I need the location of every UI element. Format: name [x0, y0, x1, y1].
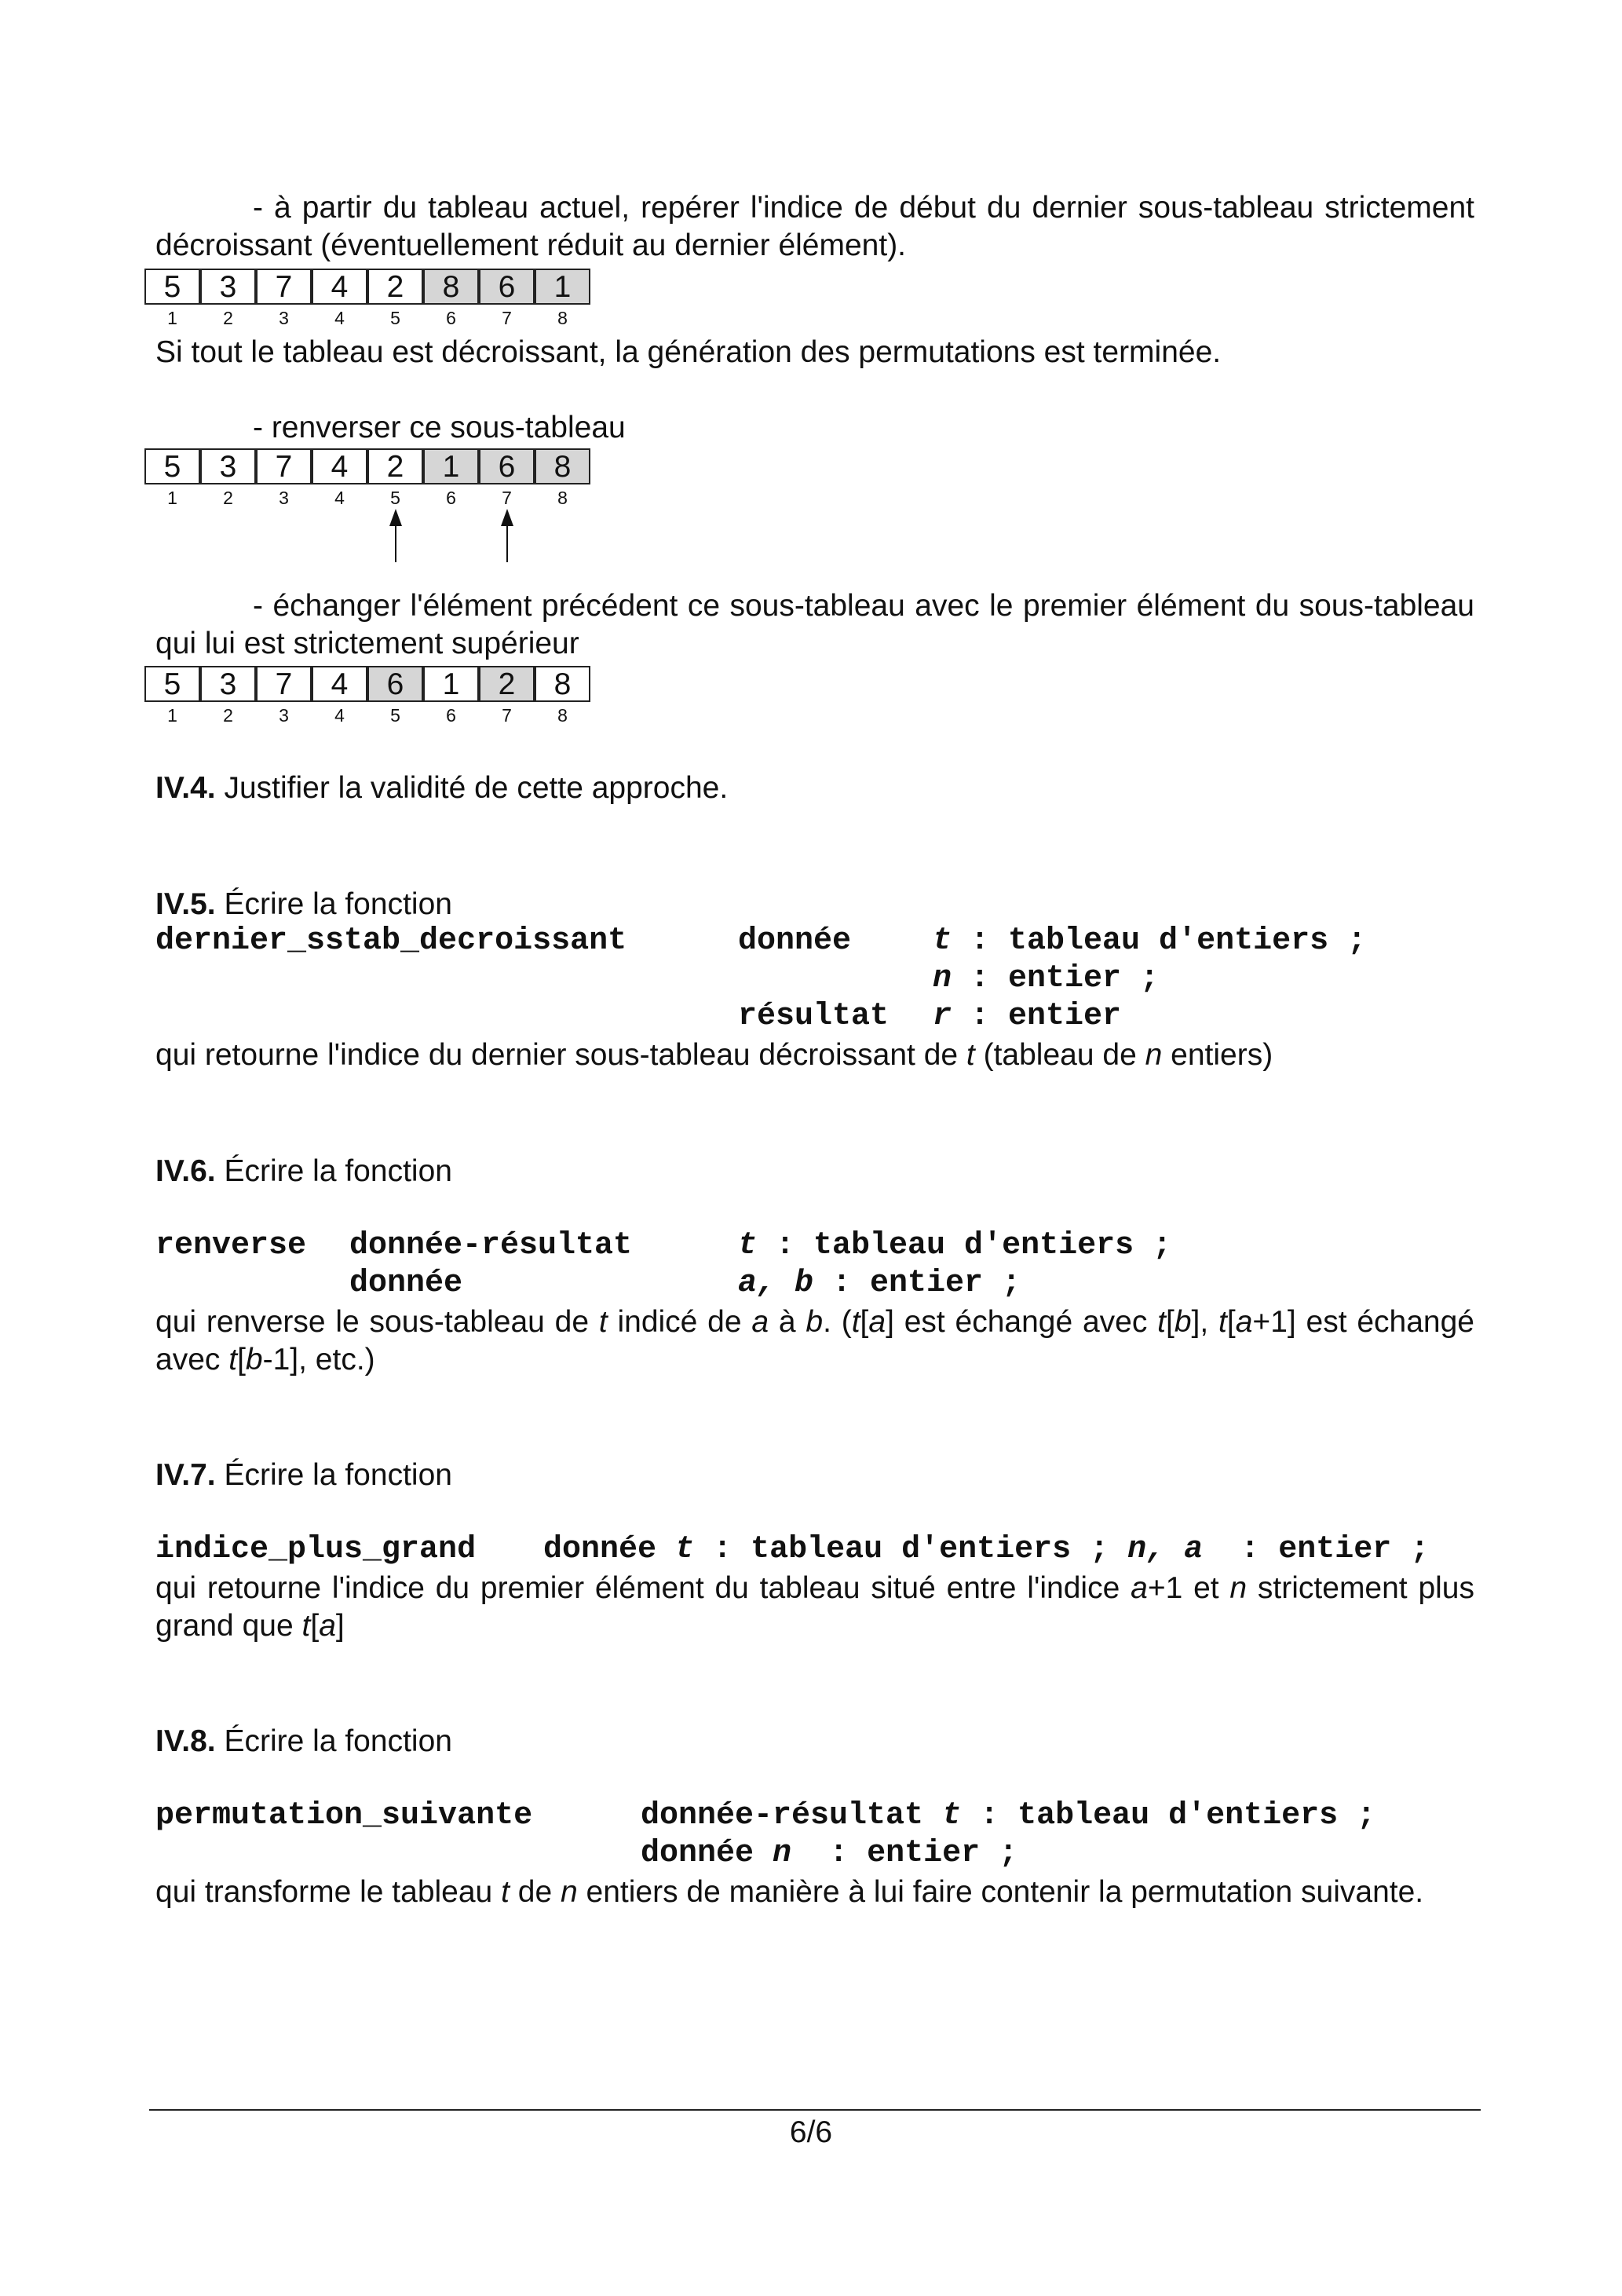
array-index: 7 — [502, 308, 512, 328]
array-cell: 5 — [144, 666, 200, 702]
q5-param-n: n : entier ; — [933, 961, 1160, 996]
step1-text: - à partir du tableau actuel, repérer l'indice de début du dernier sous-tableau strictement décroissant (éventuellement réduit au dernier élément). — [155, 191, 1474, 262]
array-cell: 6 — [479, 448, 535, 484]
array-cell: 6 — [479, 269, 535, 305]
array-index: 5 — [390, 705, 400, 726]
array-index: 7 — [502, 488, 512, 508]
array-cell: 7 — [256, 666, 312, 702]
q5-kw-donnee: donnée — [738, 923, 852, 959]
array-index: 2 — [223, 705, 233, 726]
array-cell: 5 — [144, 448, 200, 484]
up-arrow-icon — [491, 509, 523, 564]
q4-text: Justifier la validité de cette approche. — [224, 771, 729, 805]
array-index: 3 — [279, 488, 289, 508]
step2-text: - renverser ce sous-tableau — [253, 411, 626, 444]
q6-intro: Écrire la fonction — [224, 1154, 452, 1188]
q8-line1: donnée-résultat t : tableau d'entiers ; — [641, 1798, 1376, 1834]
array-cell: 4 — [312, 269, 367, 305]
q4-label: IV.4. — [155, 771, 216, 805]
q7-label: IV.7. — [155, 1458, 216, 1492]
array-cell: 7 — [256, 269, 312, 305]
array-cell: 3 — [200, 269, 256, 305]
q6-param-ab: a, b : entier ; — [738, 1266, 1021, 1301]
q5-result-r: r : entier — [933, 999, 1122, 1034]
q7-intro: Écrire la fonction — [224, 1458, 452, 1492]
array-cell: 1 — [423, 448, 479, 484]
q6-label: IV.6. — [155, 1154, 216, 1188]
question-iv4 — [155, 770, 1474, 807]
array-index: 4 — [334, 308, 345, 328]
array-index: 2 — [223, 308, 233, 328]
up-arrow-icon — [380, 509, 411, 564]
question-iv6 — [155, 1153, 1474, 1190]
question-iv5 — [155, 886, 1474, 923]
q5-kw-resultat: résultat — [738, 999, 890, 1034]
q6-function-name: renverse — [155, 1228, 307, 1263]
q6-param-t: t : tableau d'entiers ; — [738, 1228, 1172, 1263]
array-index: 8 — [557, 488, 568, 508]
array-cell: 8 — [423, 269, 479, 305]
q7-function-name: indice_plus_grand — [155, 1532, 477, 1567]
array-index: 7 — [502, 705, 512, 726]
array-index: 1 — [167, 488, 177, 508]
q6-kw-donnee: donnée — [349, 1266, 463, 1301]
array-cell: 8 — [535, 448, 590, 484]
array-index: 6 — [446, 308, 456, 328]
array-index: 5 — [390, 488, 400, 508]
array-cell: 8 — [535, 666, 590, 702]
array-index: 8 — [557, 308, 568, 328]
array-cell: 2 — [479, 666, 535, 702]
q5-description: qui retourne l'indice du dernier sous-tableau décroissant de t (tableau de n entiers) — [155, 1038, 1273, 1072]
q7-signature: donnée t : tableau d'entiers ; n, a : entier ; — [543, 1532, 1430, 1567]
array-cell: 1 — [423, 666, 479, 702]
q8-description: qui transforme le tableau t de n entiers de manière à lui faire contenir la permutation suivante. — [155, 1875, 1424, 1909]
q8-label: IV.8. — [155, 1724, 216, 1758]
array-index: 2 — [223, 488, 233, 508]
array-cell: 3 — [200, 666, 256, 702]
question-iv7 — [155, 1457, 1474, 1494]
q7-description: qui retourne l'indice du premier élément du tableau situé entre l'indice a+1 et n strictement plus grand que t[a] — [155, 1571, 1474, 1643]
q8-intro: Écrire la fonction — [224, 1724, 452, 1758]
q6-description: qui renverse le sous-tableau de t indicé de a à b. (t[a] est échangé avec t[b], t[a+1] est échangé avec t[b-1], etc.) — [155, 1305, 1474, 1377]
array-cell: 5 — [144, 269, 200, 305]
array-index: 1 — [167, 308, 177, 328]
array-index: 1 — [167, 705, 177, 726]
array-cell: 1 — [535, 269, 590, 305]
array-index: 4 — [334, 705, 345, 726]
q8-function-name: permutation_suivante — [155, 1798, 533, 1834]
array-cell: 4 — [312, 666, 367, 702]
q6-kw-donnee-resultat: donnée-résultat — [349, 1228, 633, 1263]
step3-text: - échanger l'élément précédent ce sous-tableau avec le premier élément du sous-tableau qui lui est strictement supérieur — [155, 589, 1474, 660]
array-index: 5 — [390, 308, 400, 328]
q5-param-t: t : tableau d'entiers ; — [933, 923, 1367, 959]
array-cell: 6 — [367, 666, 423, 702]
q8-line2: donnée n : entier ; — [641, 1836, 1018, 1871]
footer-rule — [149, 2109, 1481, 2111]
array-index: 3 — [279, 308, 289, 328]
array-index: 6 — [446, 488, 456, 508]
step1-note: Si tout le tableau est décroissant, la génération des permutations est terminée. — [155, 335, 1222, 369]
q5-label: IV.5. — [155, 887, 216, 921]
q5-intro: Écrire la fonction — [224, 887, 452, 921]
array-cell: 2 — [367, 269, 423, 305]
page-number: 6/6 — [789, 2115, 833, 2149]
array-cell: 3 — [200, 448, 256, 484]
array-index: 4 — [334, 488, 345, 508]
array-cell: 7 — [256, 448, 312, 484]
array-index: 3 — [279, 705, 289, 726]
array-index: 6 — [446, 705, 456, 726]
array-index: 8 — [557, 705, 568, 726]
question-iv8 — [155, 1723, 1474, 1760]
q5-function-name: dernier_sstab_decroissant — [155, 923, 627, 959]
array-cell: 4 — [312, 448, 367, 484]
array-cell: 2 — [367, 448, 423, 484]
